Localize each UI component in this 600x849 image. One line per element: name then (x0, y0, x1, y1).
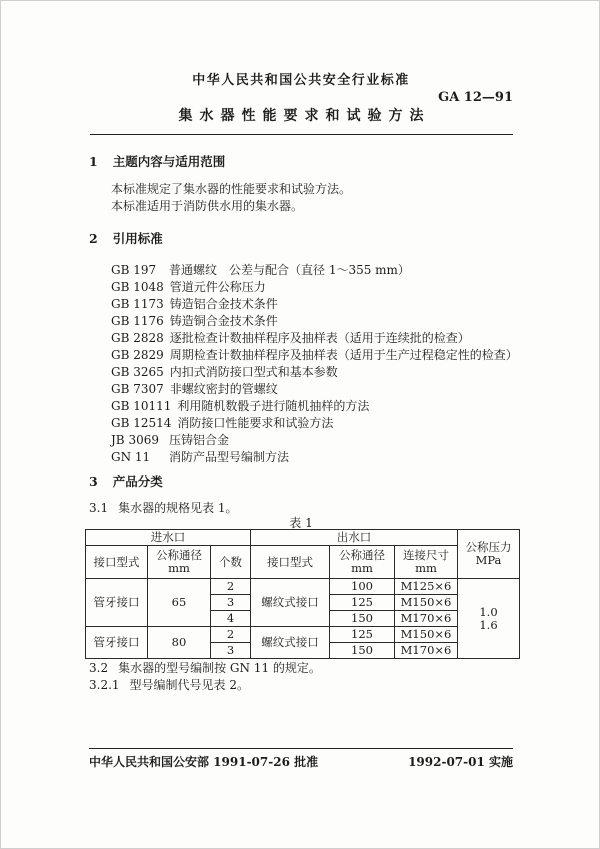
cell-size: M150×6 (395, 595, 458, 611)
reference-title: 铸造铜合金技术条件 (169, 314, 278, 328)
implementation-text: 1992-07-01 实施 (408, 755, 513, 769)
page-title: 集水器性能要求和试验方法 (178, 108, 431, 124)
reference-code: GB 12514 (111, 416, 172, 430)
reference-title: 铸造铝合金技术条件 (169, 297, 278, 311)
reference-title: 逐批检查计数抽样程序及抽样表（适用于连续批的检查） (169, 331, 470, 345)
table-subheader (330, 546, 395, 579)
reference-code: GB 7307 (111, 382, 164, 396)
table-header-inlet: 进水口 (86, 530, 251, 546)
clause-text: 集水器的型号编制按 GN 11 的规定。 (118, 661, 321, 675)
section-2-heading (89, 229, 513, 247)
header-rule (90, 134, 513, 135)
cell-outlet-type: 螺纹式接口 (251, 579, 330, 627)
reference-code: GB 197 (111, 263, 157, 277)
section-1-heading (89, 152, 513, 170)
section-2-number: 2 (89, 231, 98, 246)
paragraph: 本标准规定了集水器的性能要求和试验方法。 (111, 182, 352, 196)
cell-count: 2 (211, 579, 251, 595)
table-subheader (148, 546, 211, 579)
cell-inlet-type: 管牙接口 (86, 627, 148, 659)
standard-number: GA 12—91 (438, 90, 513, 105)
table-1-caption: 表 1 (289, 516, 313, 530)
cell-outlet-dn: 100 (330, 579, 395, 595)
reference-code: GB 1176 (111, 314, 164, 328)
table-header-outlet: 出水口 (251, 530, 458, 546)
cell-outlet-dn: 125 (330, 627, 395, 643)
cell-pressure (458, 579, 520, 659)
footer (89, 753, 513, 770)
spec-table (85, 529, 520, 659)
references-list (111, 262, 521, 466)
cell-inlet-type: 管牙接口 (86, 579, 148, 627)
cell-size: M170×6 (395, 611, 458, 627)
reference-item (111, 313, 521, 330)
clause-3-2-1 (89, 677, 519, 694)
reference-code: GB 1048 (111, 280, 164, 294)
reference-title: 周期检查计数抽样程序及抽样表（适用于生产过程稳定性的检查） (169, 348, 518, 362)
clause-text: 型号编制代号见表 2。 (129, 678, 249, 692)
reference-title: 消防接口性能要求和试验方法 (177, 416, 334, 430)
reference-title: 压铸铝合金 (169, 433, 230, 447)
table-header-pressure (458, 530, 520, 579)
reference-item (111, 347, 521, 364)
reference-title: 消防产品型号编制方法 (169, 450, 290, 464)
section-3-number: 3 (89, 474, 98, 489)
reference-item (111, 432, 521, 449)
cell-size: M150×6 (395, 627, 458, 643)
reference-title: 非螺纹密封的管螺纹 (169, 382, 278, 396)
reference-title: 利用随机数骰子进行随机抽样的方法 (177, 399, 370, 413)
section-2-title: 引用标准 (112, 231, 163, 246)
reference-item (111, 398, 521, 415)
table-row (86, 579, 520, 595)
reference-code: GB 3265 (111, 365, 164, 379)
table-header-pressure-line2: MPa (475, 553, 502, 567)
standard-org-line: 中华人民共和国公共安全行业标准 (192, 73, 410, 88)
table-subheader: 个数 (211, 546, 251, 579)
pressure-value: 1.0 (479, 604, 498, 619)
cell-outlet-dn: 150 (330, 643, 395, 659)
cell-size: M125×6 (395, 579, 458, 595)
section-1-title: 主题内容与适用范围 (112, 154, 226, 169)
reference-title: 管道元件公称压力 (169, 280, 266, 294)
reference-title: 普通螺纹 公差与配合（直径 1～355 mm） (169, 263, 410, 277)
cell-inlet-dn: 65 (148, 579, 211, 627)
reference-code: GN 11 (111, 450, 151, 464)
subheader-line2: mm (351, 561, 373, 575)
cell-size: M170×6 (395, 643, 458, 659)
clause-number: 3.2.1 (89, 678, 120, 692)
clause-number: 3.2 (89, 661, 109, 675)
reference-item (111, 262, 521, 279)
subheader-line1: 公称通径 (156, 548, 202, 562)
pressure-value: 1.6 (479, 617, 498, 632)
cell-inlet-dn: 80 (148, 627, 211, 659)
cell-outlet-type: 螺纹式接口 (251, 627, 330, 659)
cell-outlet-dn: 150 (330, 611, 395, 627)
section-1-body (111, 181, 513, 215)
reference-code: GB 2829 (111, 348, 164, 362)
section-3-title: 产品分类 (112, 474, 163, 489)
table-subheader: 接口型式 (251, 546, 330, 579)
subheader-line1: 公称通径 (339, 548, 385, 562)
table-row (86, 627, 520, 643)
cell-count: 4 (211, 611, 251, 627)
reference-code: JB 3069 (111, 433, 159, 447)
footer-rule (89, 748, 513, 749)
clause-number: 3.1 (89, 501, 109, 515)
section-1-number: 1 (89, 154, 98, 169)
cell-count: 2 (211, 627, 251, 643)
reference-item (111, 330, 521, 347)
clause-text: 集水器的规格见表 1。 (118, 501, 238, 515)
table-subheader: 接口型式 (86, 546, 148, 579)
reference-item (111, 415, 521, 432)
reference-item (111, 364, 521, 381)
cell-count: 3 (211, 595, 251, 611)
approval-text: 中华人民共和国公安部 1991-07-26 批准 (89, 755, 319, 769)
subheader-line2: mm (168, 561, 190, 575)
reference-code: GB 1173 (111, 297, 164, 311)
clause-3-2 (89, 660, 519, 677)
reference-item (111, 279, 521, 296)
reference-title: 内扣式消防接口型式和基本参数 (169, 365, 338, 379)
subheader-line2: mm (415, 561, 437, 575)
section-3-heading (89, 472, 513, 490)
reference-item (111, 296, 521, 313)
subheader-line1: 连接尺寸 (403, 548, 449, 562)
reference-code: GB 10111 (111, 399, 172, 413)
table-header-pressure-line1: 公称压力 (465, 540, 512, 554)
reference-item (111, 449, 521, 466)
paragraph: 本标准适用于消防供水用的集水器。 (111, 199, 304, 213)
cell-outlet-dn: 125 (330, 595, 395, 611)
reference-code: GB 2828 (111, 331, 164, 345)
cell-count: 3 (211, 643, 251, 659)
table-subheader (395, 546, 458, 579)
reference-item (111, 381, 521, 398)
